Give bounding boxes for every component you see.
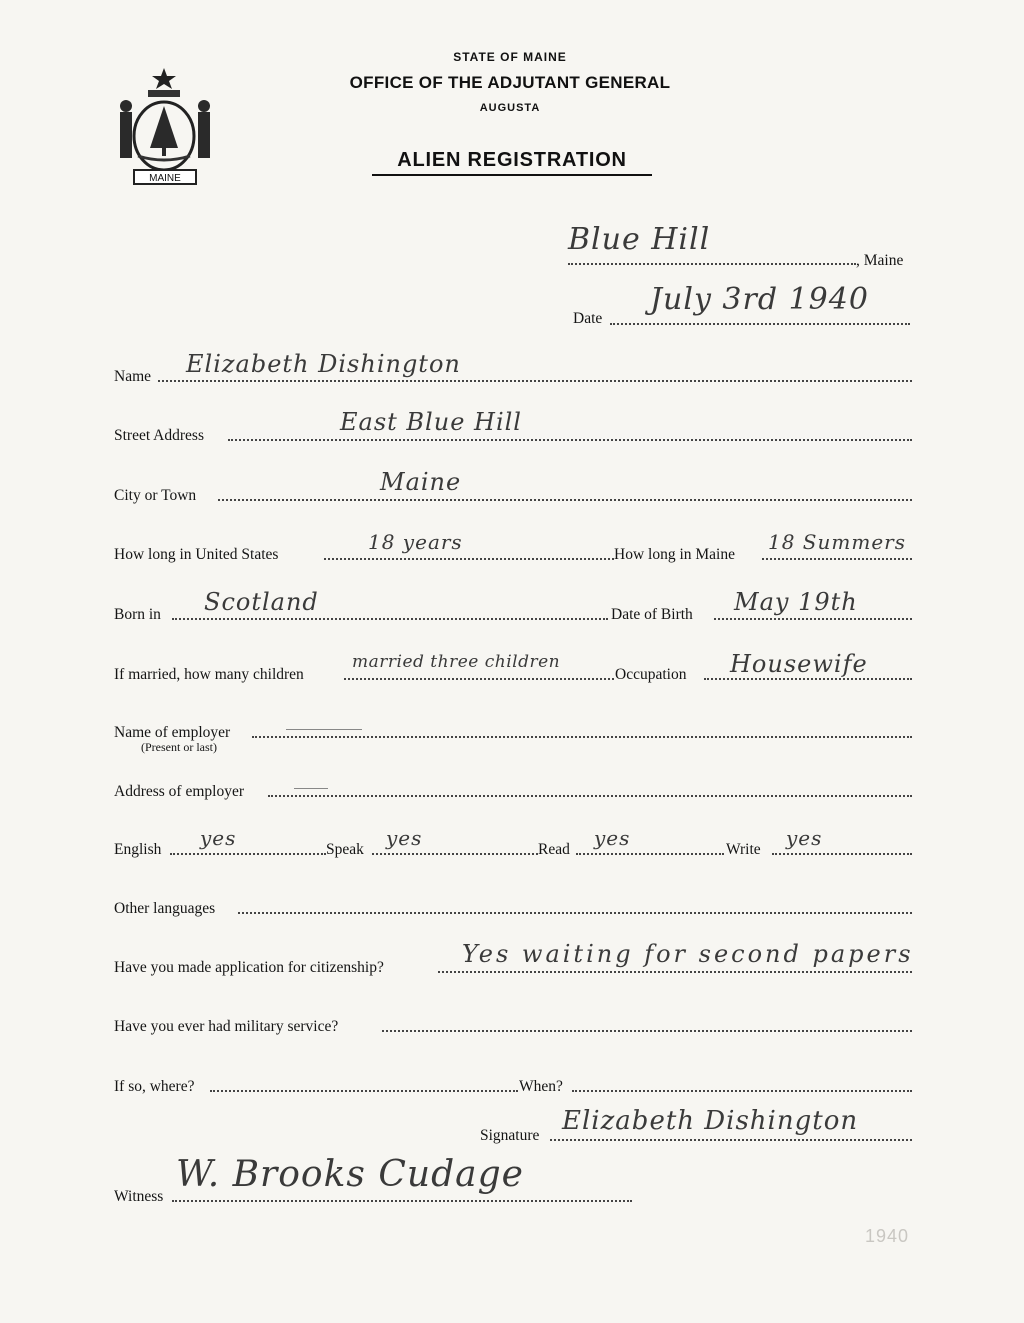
location-suffix: , Maine [856,252,904,269]
header-office: OFFICE OF THE ADJUTANT GENERAL [349,73,671,92]
street-address-value: East Blue Hill [340,408,522,436]
speak-label: Speak [326,841,364,858]
header-state: STATE OF MAINE [453,50,567,64]
born-in-value: Scotland [204,588,319,616]
employer-address-line [268,795,912,797]
form-title: ALIEN REGISTRATION [372,149,652,176]
other-languages-line [238,912,912,914]
when-label: When? [519,1078,563,1095]
how-long-maine-line [762,558,912,560]
occupation-label: Occupation [615,666,687,683]
city-value: Maine [380,468,462,496]
employer-address-dash [294,788,328,789]
read-line [576,853,724,855]
speak-line [372,853,538,855]
name-value: Elizabeth Dishington [186,350,461,378]
english-value: yes [200,826,237,850]
witness-label: Witness [114,1188,164,1205]
date-value: July 3rd 1940 [650,282,869,317]
citizenship-label: Have you made application for citizenship? [114,959,384,976]
date-label: Date [573,310,603,327]
read-label: Read [538,841,570,858]
children-value: married three children [352,652,561,672]
location-line [568,263,856,265]
street-address-label: Street Address [114,427,204,444]
write-value: yes [786,826,823,850]
how-long-us-value: 18 years [368,530,463,554]
write-line [772,853,912,855]
citizenship-value: Yes waiting for second papers [462,940,914,968]
how-long-maine-label: How long in Maine [614,546,735,563]
military-label: Have you ever had military service? [114,1018,339,1035]
city-line [218,499,912,501]
other-languages-label: Other languages [114,900,216,917]
signature-line [550,1139,912,1141]
seal-text: MAINE [149,173,181,184]
date-of-birth-label: Date of Birth [611,606,693,623]
date-line [610,323,910,325]
employer-label: Name of employer [114,724,231,741]
how-long-maine-value: 18 Summers [768,530,906,554]
date-of-birth-line [714,618,912,620]
born-in-label: Born in [114,606,161,623]
english-line [170,853,326,855]
how-long-us-line [324,558,614,560]
military-line [382,1030,912,1032]
how-long-us-label: How long in United States [114,546,279,563]
speak-value: yes [386,826,423,850]
street-address-line [228,439,912,441]
employer-sublabel: (Present or last) [141,740,217,754]
english-label: English [114,841,162,858]
location-value: Blue Hill [568,222,711,257]
employer-line [252,736,912,738]
write-label: Write [726,841,761,858]
header-city: AUGUSTA [479,102,541,114]
witness-value: W. Brooks Cudage [176,1154,524,1195]
occupation-value: Housewife [730,650,868,678]
name-line [158,380,912,382]
read-value: yes [594,826,631,850]
born-in-line [172,618,608,620]
signature-value: Elizabeth Dishington [562,1106,859,1136]
state-seal-image [112,64,220,192]
if-so-where-line [210,1090,518,1092]
employer-address-label: Address of employer [114,783,244,800]
occupation-line [704,678,912,680]
children-label: If married, how many children [114,666,304,683]
citizenship-line [438,971,912,973]
when-line [572,1090,912,1092]
received-stamp: 1940 [865,1226,910,1246]
employer-dash [286,729,362,730]
witness-line [172,1200,632,1202]
date-of-birth-value: May 19th [734,588,858,616]
name-label: Name [114,368,152,385]
city-label: City or Town [114,487,197,504]
if-so-where-label: If so, where? [114,1078,195,1095]
children-line [344,678,614,680]
signature-label: Signature [480,1127,540,1144]
